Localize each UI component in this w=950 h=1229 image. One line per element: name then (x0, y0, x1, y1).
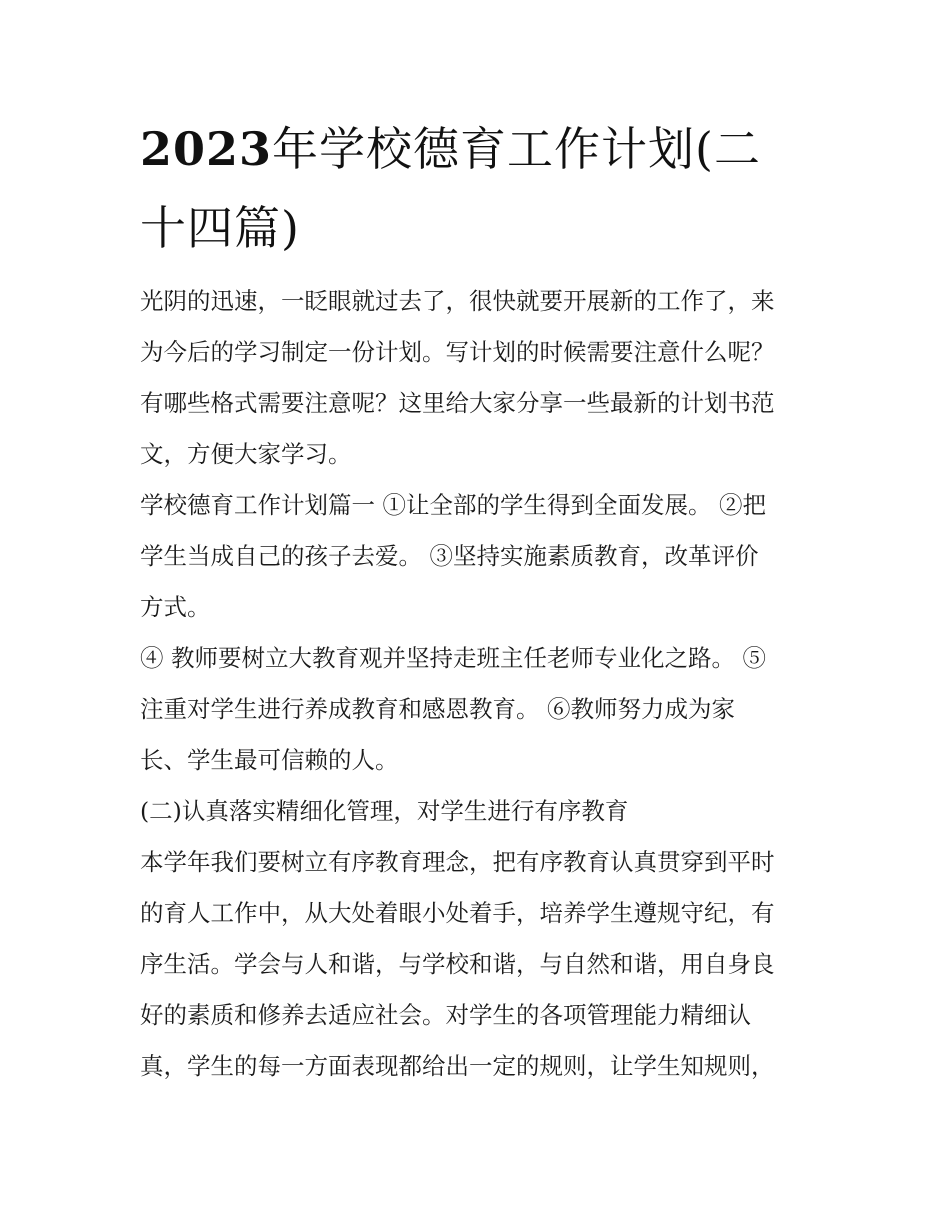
body-line: 为今后的学习制定一份计划。写计划的时候需要注意什么呢？ (140, 338, 775, 366)
body-line: 文，方便大家学习。 (140, 440, 352, 468)
body-line: 光阴的迅速，一眨眼就过去了，很快就要开展新的工作了，来 (140, 287, 775, 315)
body-line: 学生当成自己的孩子去爱。 ③坚持实施素质教育，改革评价 (140, 542, 759, 570)
body-line: 序生活。学会与人和谐，与学校和谐，与自然和谐，用自身良 (140, 950, 775, 978)
body-line: 真，学生的每一方面表现都给出一定的规则，让学生知规则， (140, 1052, 775, 1080)
body-line: 学校德育工作计划篇一 ①让全部的学生得到全面发展。 ②把 (140, 491, 766, 519)
body-line: (二)认真落实精细化管理，对学生进行有序教育 (140, 797, 629, 825)
body-line: 注重对学生进行养成教育和感恩教育。 ⑥教师努力成为家 (140, 695, 735, 723)
body-line: 本学年我们要树立有序教育理念，把有序教育认真贯穿到平时 (140, 848, 775, 876)
body-line: 长、学生最可信赖的人。 (140, 746, 399, 774)
body-line: 的育人工作中，从大处着眼小处着手，培养学生遵规守纪，有 (140, 899, 775, 927)
title-text: 年学校德育工作计划(二 (272, 122, 761, 176)
title-line-1 (140, 122, 761, 176)
body-line: 有哪些格式需要注意呢？这里给大家分享一些最新的计划书范 (140, 389, 775, 417)
title-line-2 (140, 201, 300, 255)
title-year: 2023 (140, 122, 273, 176)
body-line: 方式。 (140, 593, 211, 621)
body-line: 好的素质和修养去适应社会。对学生的各项管理能力精细认 (140, 1001, 751, 1029)
body-line: ④ 教师要树立大教育观并坚持走班主任老师专业化之路。 ⑤ (140, 644, 766, 672)
title-text-continued: 十四篇) (140, 201, 300, 255)
